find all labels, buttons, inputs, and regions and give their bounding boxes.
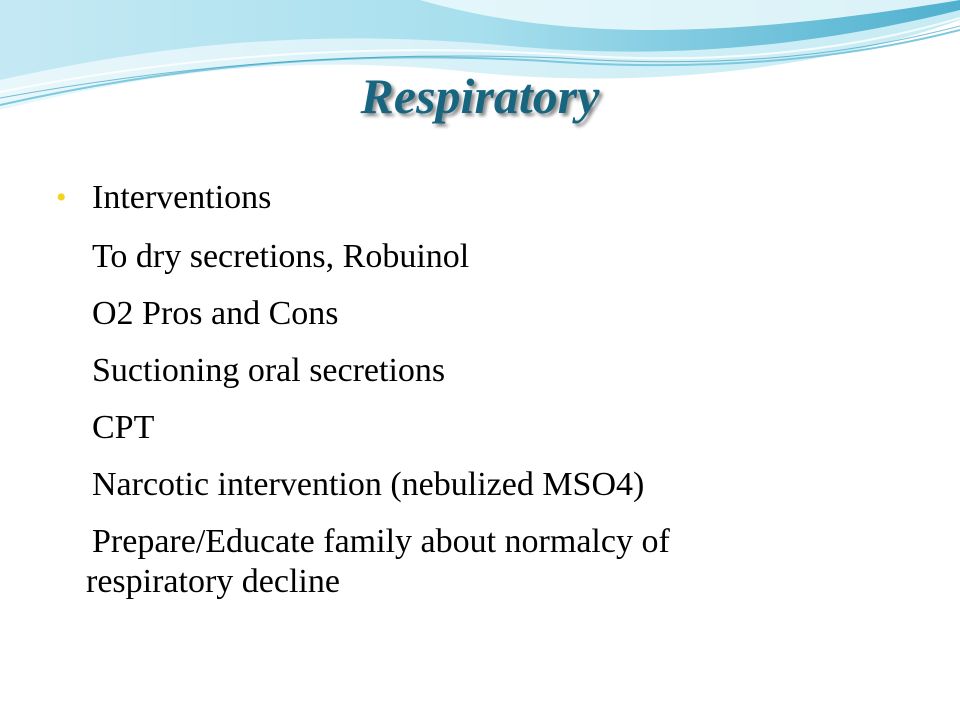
bullet-text: Interventions	[92, 179, 272, 216]
sub-item-o2: O2 Pros and Cons	[92, 295, 339, 332]
bullet-item	[56, 172, 916, 228]
sub-item-prepare-educate	[56, 522, 916, 602]
sub-item-prepare-line2: respiratory decline	[86, 563, 340, 600]
slide-title: Respiratory	[360, 68, 600, 124]
slide-body	[56, 172, 916, 602]
sub-item-dry-secretions: To dry secretions, Robuinol	[92, 238, 470, 275]
sub-item-cpt: CPT	[92, 409, 155, 446]
sub-item-suctioning: Suctioning oral secretions	[92, 352, 446, 389]
sub-item-narcotic: Narcotic intervention (nebulized MSO4)	[92, 466, 645, 503]
bullet-dot-icon: •	[56, 181, 67, 214]
sub-item-prepare-line1: Prepare/Educate family about normalcy of	[92, 523, 670, 560]
